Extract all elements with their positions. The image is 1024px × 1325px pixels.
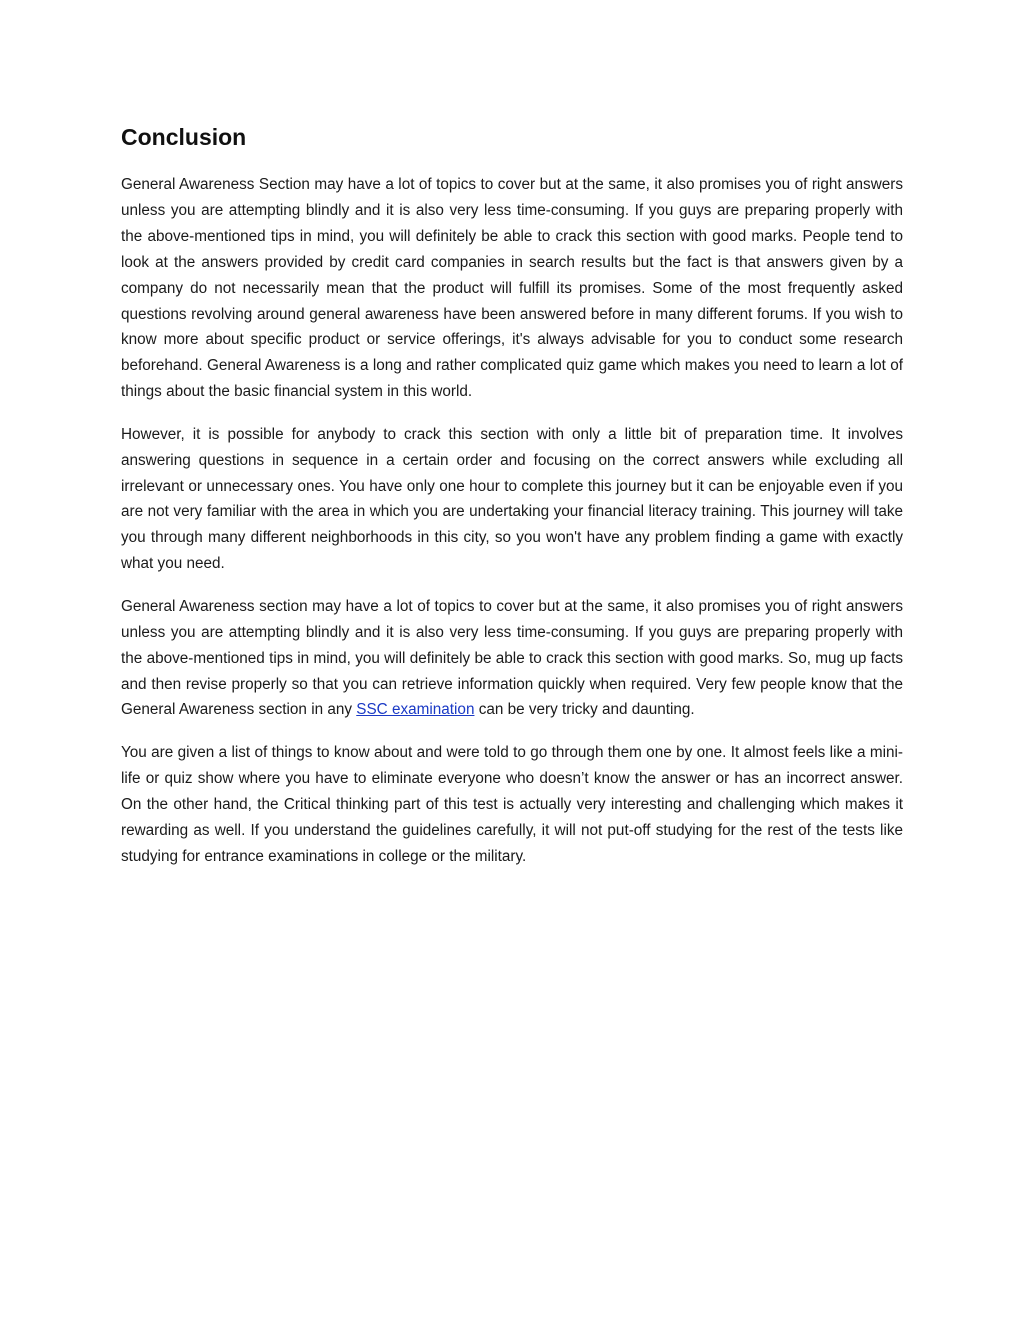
paragraph-4: You are given a list of things to know about and were told to go through them one by one. It almost feels like a mini-life or quiz show where you have to eliminate everyone who doesn’t know the answer or has an incorrect answer. On the other hand, the Critical thinking part of this test is actually very interesting and challenging which makes it rewarding as well. If you understand the guidelines carefully, it will not put-off studying for the rest of the tests like studying for entrance examinations in college or the military. (121, 743, 903, 865)
page-title: Conclusion (121, 124, 247, 150)
paragraph-1: General Awareness Section may have a lot of topics to cover but at the same, it also promises you of right answers unless you are attempting blindly and it is also very less time-consuming. If you guys are preparing properly with the above-mentioned tips in mind, you will definitely be able to crack this section with good marks. People tend to look at the answers provided by credit card companies in search results but the fact is that answers given by a company do not necessarily mean that the product will fulfill its promises. Some of the most frequently asked questions revolving around general awareness have been answered before in many different forums. If you wish to know more about specific product or service offerings, it's always advisable for you to conduct some research beforehand. General Awareness is a long and rather complicated quiz game which makes you need to learn a lot of things about the basic financial system in this world. (121, 176, 903, 401)
paragraph-2: However, it is possible for anybody to crack this section with only a little bit of preparation time. It involves answering questions in sequence in a certain order and focusing on the correct answers while excluding all irrelevant or unnecessary ones. You have only one hour to complete this journey but it can be enjoyable even if you are not very familiar with the area in which you are undertaking your financial literacy training. This journey will take you through many different neighborhoods in this city, so you won't have any problem finding a game with exactly what you need. (121, 425, 903, 573)
document-page (121, 118, 903, 869)
paragraph-3 (121, 594, 903, 724)
paragraph-3-text-after-link: can be very tricky and daunting. (474, 701, 695, 719)
paragraph-3-text-before-link: General Awareness section may have a lot of topics to cover but at the same, it also promises you of right answers unless you are attempting blindly and it is also very less time-consuming. If you guys are preparing properly with the above-mentioned tips in mind, you will definitely be able to crack this section with good marks. So, mug up facts and then revise properly so that you can retrieve information quickly when required. Very few people know that the General Awareness section in any (121, 597, 903, 719)
ssc-examination-link[interactable]: SSC examination (356, 701, 475, 719)
